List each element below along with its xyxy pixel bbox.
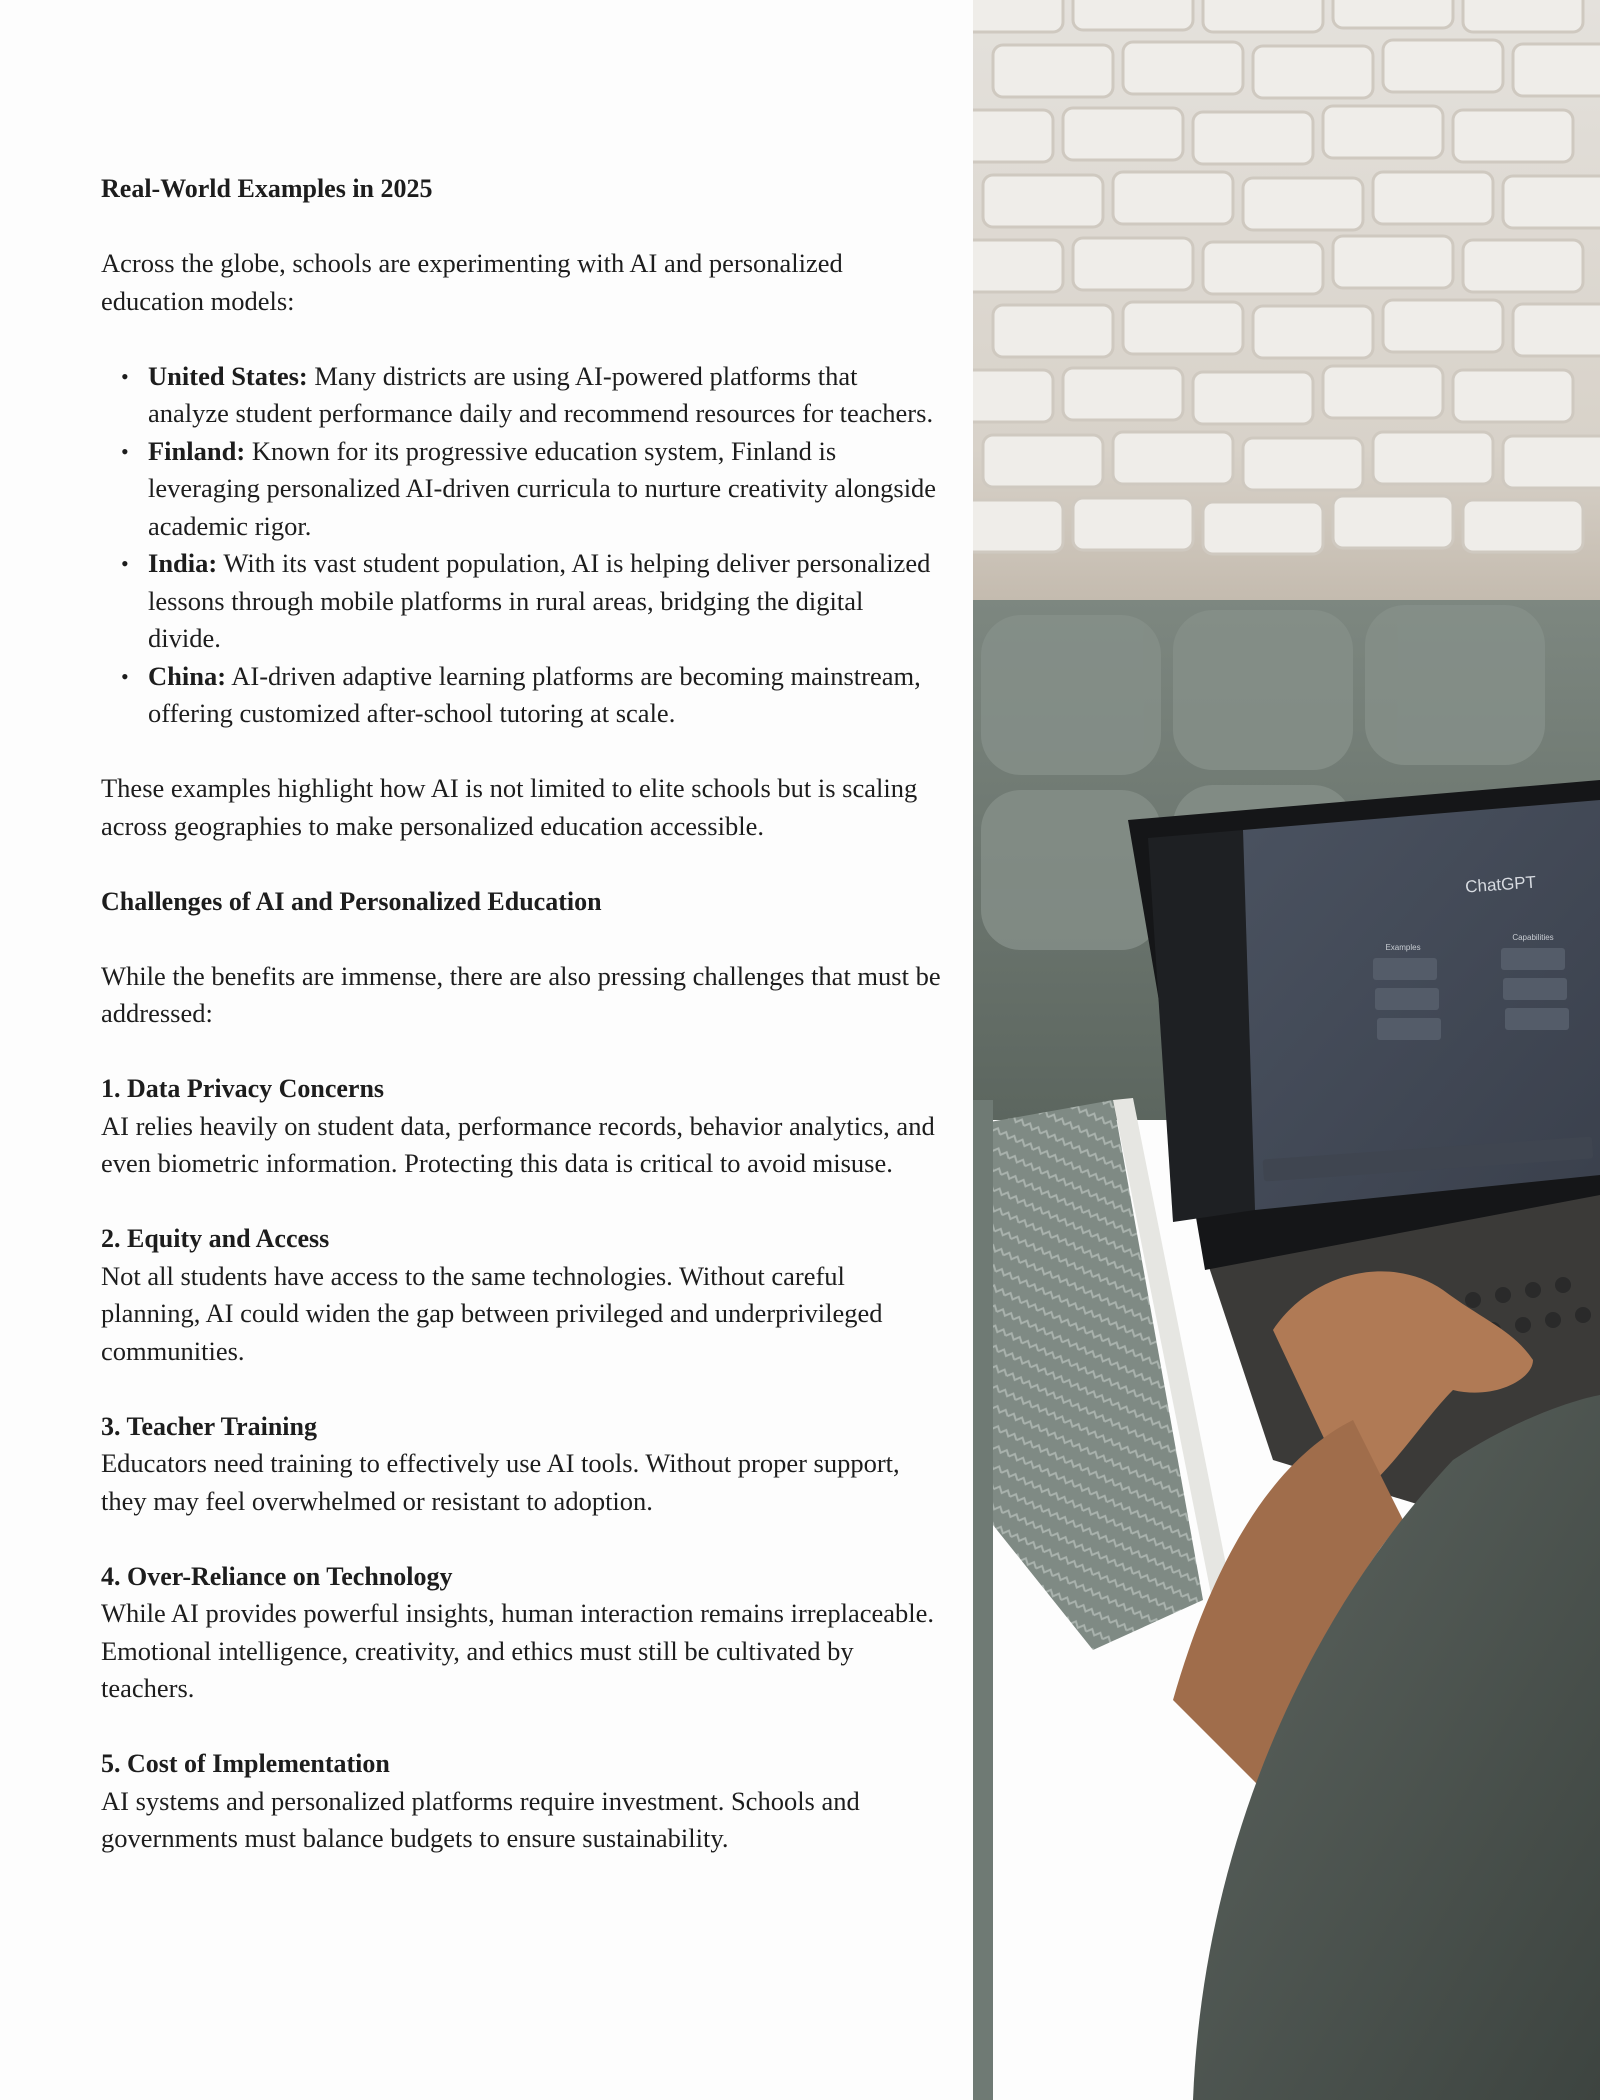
challenges-intro: While the benefits are immense, there are also pressing challenges that must be addressed: [101,960,941,1028]
article-body [101,170,941,1858]
list-item-label: China: [148,660,227,691]
challenge-title: 4. Over-Reliance on Technology [101,1561,453,1591]
laptop-photo [973,0,1600,2100]
examples-intro: Across the globe, schools are experimenting with AI and personalized education models: [101,248,843,316]
list-item-label: India: [148,548,218,578]
challenge-title: 1. Data Privacy Concerns [101,1074,385,1103]
list-item-text: Known for its progressive education system, Finland is leveraging personalized AI-driven curricula to nurture creativity alongside academic rigor. [148,435,937,541]
list-item-united-states [148,358,941,433]
list-item-text: Many districts are using AI-powered platforms that analyze student performance daily and recommend resources for teachers. [148,360,934,428]
screen-column-label: Examples [1385,943,1421,952]
list-item-china [148,658,941,733]
list-item-label: Finland: [148,435,246,466]
challenge-title: 5. Cost of Implementation [101,1749,390,1778]
list-item-label: United States: [148,360,308,391]
challenge-text: AI relies heavily on student data, performance records, behavior analytics, and even biometric information. Protecting this data is critical to avoid misuse. [101,1110,935,1178]
list-item-finland [148,433,941,546]
country-list [101,358,941,733]
challenge-text: Not all students have access to the same technologies. Without careful planning, AI could widen the gap between privileged and underprivileged communities. [101,1260,883,1366]
challenge-title: 2. Equity and Access [101,1224,330,1253]
list-item-text: AI-driven adaptive learning platforms are becoming mainstream, offering customized after-school tutoring at scale. [148,660,921,728]
screen-title: ChatGPT [1464,872,1537,897]
section-heading-challenges: Challenges of AI and Personalized Education [101,886,602,916]
challenge-title: 3. Teacher Training [101,1411,317,1441]
list-item-india [148,545,941,658]
examples-conclusion: These examples highlight how AI is not limited to elite schools but is scaling across geographies to make personalized education accessible. [101,773,918,841]
challenge-text: AI systems and personalized platforms require investment. Schools and governments must balance budgets to ensure sustainability. [101,1785,860,1853]
challenge-text: Educators need training to effectively use AI tools. Without proper support, they may feel overwhelmed or resistant to adoption. [101,1448,900,1516]
challenge-text: While AI provides powerful insights, human interaction remains irreplaceable. Emotional intelligence, creativity, and ethics must still be cultivated by teachers. [101,1598,935,1703]
section-heading-examples: Real-World Examples in 2025 [101,174,433,203]
screen-column-label: Capabilities [1512,933,1554,942]
list-item-text: With its vast student population, AI is helping deliver personalized lessons through mobile platforms in rural areas, bridging the digital divide. [148,548,931,653]
